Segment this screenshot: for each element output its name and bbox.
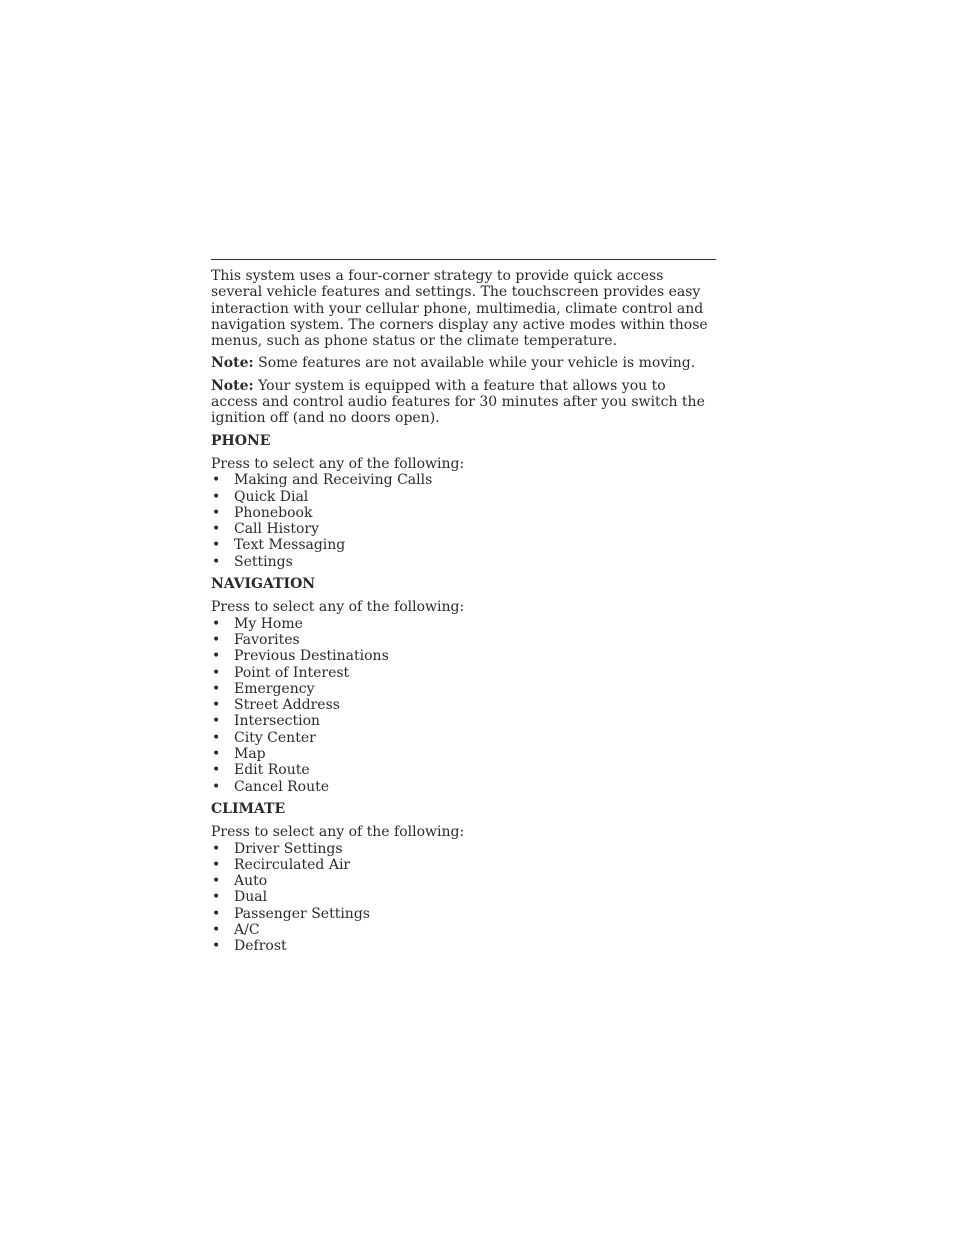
- top-rule: [211, 259, 716, 260]
- list-item-label: Intersection: [234, 713, 321, 730]
- list-item: [211, 505, 716, 521]
- list-item: [211, 681, 716, 697]
- list-item-label: Settings: [234, 553, 293, 570]
- bullet-icon: •: [212, 746, 221, 763]
- note-text: Some features are not available while your vehicle is moving.: [253, 355, 696, 372]
- bullet-icon: •: [212, 840, 221, 857]
- list-item-label: Map: [234, 746, 266, 763]
- list-item-label: Recirculated Air: [234, 856, 351, 873]
- bullet-icon: •: [212, 938, 221, 955]
- list-item-label: Making and Receiving Calls: [234, 472, 433, 489]
- list-item: [211, 938, 716, 954]
- list-item: [211, 537, 716, 553]
- bullet-icon: •: [212, 615, 221, 632]
- list-item-label: Quick Dial: [234, 488, 309, 505]
- list-item-label: Text Messaging: [234, 537, 346, 554]
- list-item: [211, 472, 716, 488]
- list-item-label: Cancel Route: [234, 778, 330, 795]
- bullet-icon: •: [212, 697, 221, 714]
- list-item-label: Favorites: [234, 631, 300, 648]
- climate-intro: Press to select any of the following:: [211, 824, 465, 841]
- bullet-icon: •: [212, 889, 221, 906]
- list-item: [211, 873, 716, 889]
- climate-heading: CLIMATE: [211, 800, 286, 817]
- navigation-list: [211, 616, 716, 795]
- list-item-label: Defrost: [234, 938, 287, 955]
- list-item-label: Auto: [234, 873, 268, 890]
- list-item: [211, 746, 716, 762]
- intro-paragraph: This system uses a four-corner strategy to provide quick access several vehicle features and settings. The touchscreen provides easy interaction with your cellular phone, multimedia, climate control and navigation system. The corners display any active modes within those menus, such as phone status or the climate temperature.: [211, 268, 708, 350]
- list-item: [211, 841, 716, 857]
- note-audio: [211, 378, 716, 427]
- list-item: [211, 889, 716, 905]
- bullet-icon: •: [212, 504, 221, 521]
- list-item-label: Emergency: [234, 680, 315, 697]
- list-item-label: Dual: [234, 889, 268, 906]
- list-item: [211, 779, 716, 795]
- list-item-label: Driver Settings: [234, 840, 343, 857]
- list-item-label: City Center: [234, 729, 316, 746]
- bullet-icon: •: [212, 905, 221, 922]
- list-item-label: Street Address: [234, 697, 340, 714]
- list-item-label: Passenger Settings: [234, 905, 370, 922]
- bullet-icon: •: [212, 778, 221, 795]
- bullet-icon: •: [212, 921, 221, 938]
- list-item: [211, 730, 716, 746]
- list-item: [211, 648, 716, 664]
- list-item: [211, 922, 716, 938]
- navigation-intro: Press to select any of the following:: [211, 599, 465, 616]
- bullet-icon: •: [212, 472, 221, 489]
- list-item-label: Point of Interest: [234, 664, 350, 681]
- list-item: [211, 554, 716, 570]
- bullet-icon: •: [212, 664, 221, 681]
- list-item-label: Edit Route: [234, 762, 310, 779]
- note-moving: [211, 355, 716, 371]
- list-item: [211, 521, 716, 537]
- list-item-label: Previous Destinations: [234, 648, 389, 665]
- bullet-icon: •: [212, 521, 221, 538]
- list-item-label: A/C: [234, 921, 260, 938]
- note-text: Your system is equipped with a feature that allows you to access and control audio features for 30 minutes after you switch the ignition off (and no doors open).: [211, 377, 705, 427]
- list-item-label: Call History: [234, 521, 319, 538]
- list-item: [211, 906, 716, 922]
- list-item: [211, 489, 716, 505]
- bullet-icon: •: [212, 680, 221, 697]
- bullet-icon: •: [212, 856, 221, 873]
- note-label: Note:: [211, 377, 254, 394]
- bullet-icon: •: [212, 648, 221, 665]
- phone-heading: PHONE: [211, 432, 271, 449]
- list-item-label: Phonebook: [234, 504, 313, 521]
- bullet-icon: •: [212, 762, 221, 779]
- list-item: [211, 616, 716, 632]
- bullet-icon: •: [212, 729, 221, 746]
- list-item: [211, 697, 716, 713]
- list-item: [211, 665, 716, 681]
- list-item: [211, 762, 716, 778]
- climate-list: [211, 841, 716, 955]
- bullet-icon: •: [212, 873, 221, 890]
- bullet-icon: •: [212, 713, 221, 730]
- bullet-icon: •: [212, 537, 221, 554]
- note-label: Note:: [211, 355, 254, 372]
- page-content: [211, 268, 716, 961]
- list-item: [211, 713, 716, 729]
- list-item: [211, 857, 716, 873]
- navigation-heading: NAVIGATION: [211, 576, 316, 593]
- bullet-icon: •: [212, 631, 221, 648]
- bullet-icon: •: [212, 553, 221, 570]
- bullet-icon: •: [212, 488, 221, 505]
- phone-intro: Press to select any of the following:: [211, 455, 465, 472]
- phone-list: [211, 472, 716, 570]
- list-item-label: My Home: [234, 615, 303, 632]
- list-item: [211, 632, 716, 648]
